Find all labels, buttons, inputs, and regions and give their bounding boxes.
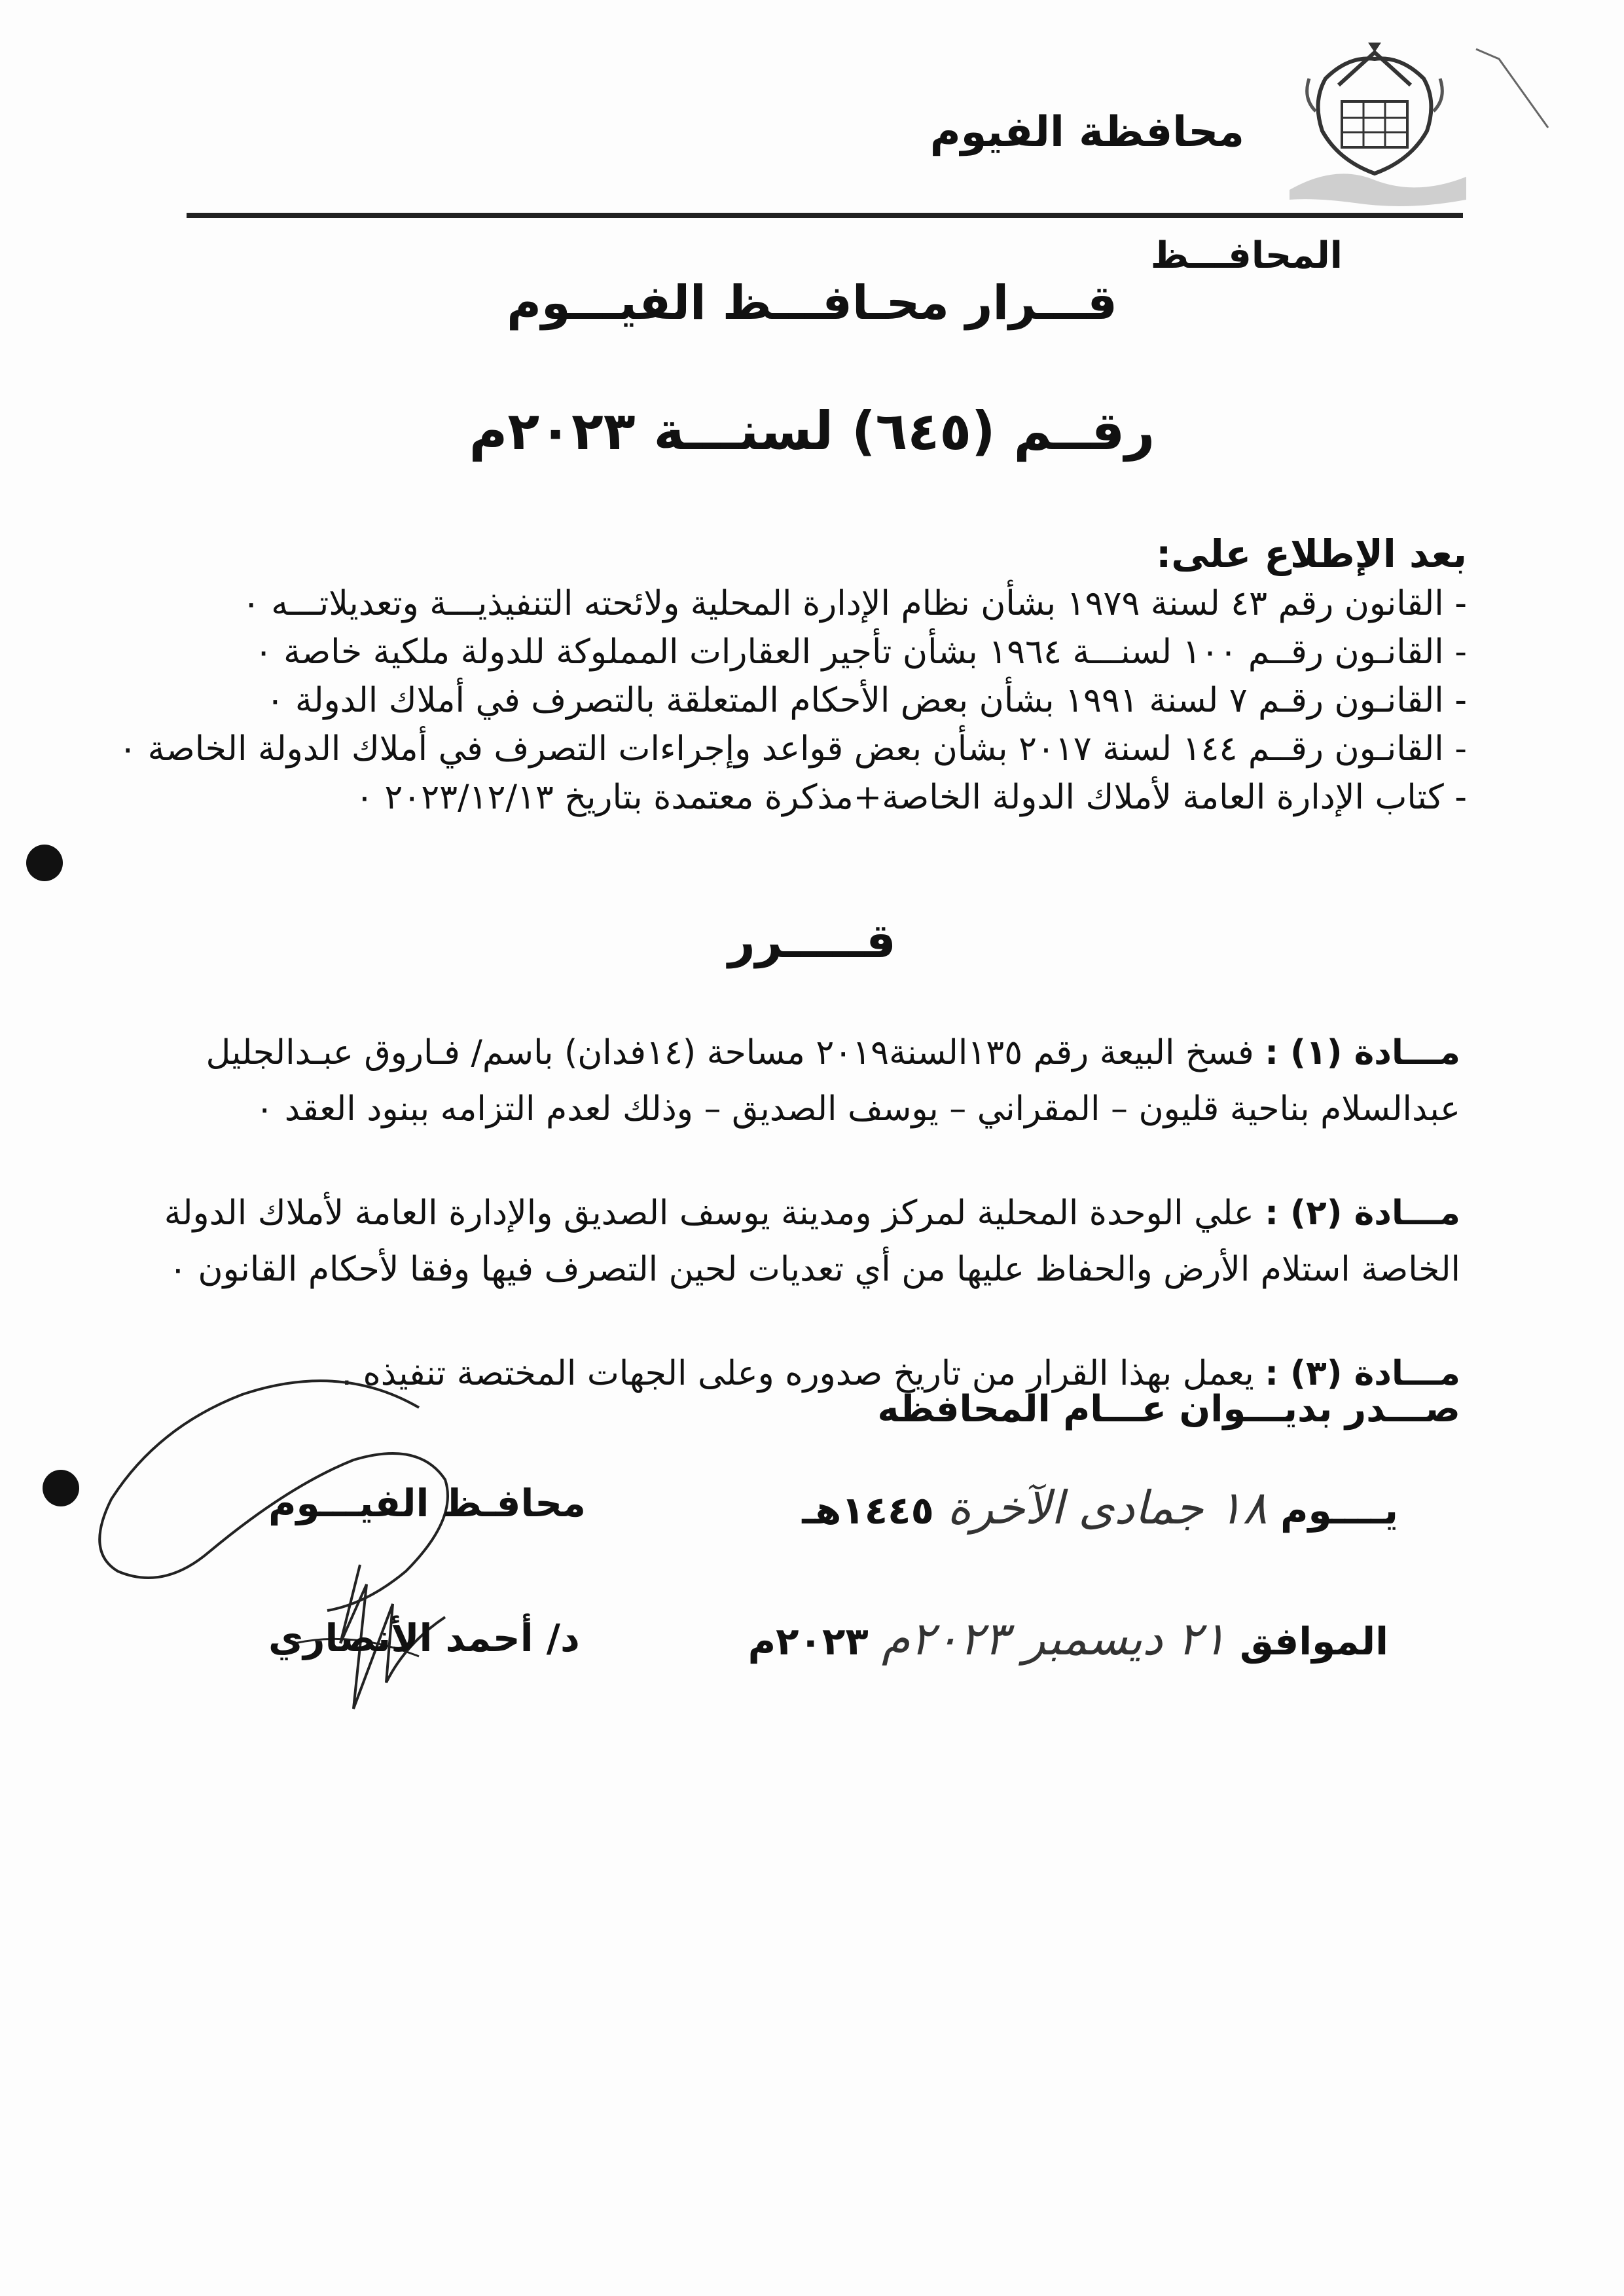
preamble-item: - القانـون رقـم ٧ لسنة ١٩٩١ بشأن بعض الأحكام المتعلقة بالتصرف في أملاك الدولة ٠ [266,681,1467,720]
gregorian-handwritten: ٢١ ديسمبر ٢٠٢٣م [881,1612,1227,1666]
decree-title: قـــرار محـافـــظ الفيـــوم [507,275,1117,330]
hijri-handwritten: ١٨ جمادى الآخرة [947,1481,1267,1535]
header-divider [187,213,1463,218]
preamble-item: - القانـون رقــم ١٤٤ لسنة ٢٠١٧ بشأن بعض قواعد وإجراءات التصرف في أملاك الدولة الخاصة ٠ [118,729,1467,769]
punch-hole [43,1470,79,1506]
article-label: مـــادة (٣) : [1265,1354,1460,1393]
article-2 [138,1185,1460,1298]
preamble-list [118,579,1467,822]
gregorian-prefix: الموافق [1239,1619,1388,1664]
hijri-year: ١٤٤٥هـ [802,1488,934,1533]
scan-mark [1473,46,1551,131]
punch-hole [26,845,63,881]
gregorian-date [748,1612,1388,1666]
decree-number: رقــم (٦٤٥) لسنـــة ٢٠٢٣م [469,401,1155,462]
preamble-item: - كتاب الإدارة العامة لأملاك الدولة الخاصة+مذكرة معتمدة بتاريخ ٢٠٢٣/١٢/١٣ ٠ [355,778,1467,817]
handwritten-signature [79,1368,484,1761]
preamble-heading: بعد الإطلاع على: [1156,532,1467,576]
office-label: المحافـــظ [1150,234,1343,277]
article-text: يعمل بهذا القرار من تاريخ صدوره وعلى الجهات المختصة تنفيذه . [341,1354,1254,1393]
preamble-item: - القانـون رقــم ١٠٠ لسنـــة ١٩٦٤ بشأن تأجير العقارات المملوكة للدولة ملكية خاصة ٠ [254,632,1467,672]
hijri-prefix: يــــوم [1280,1488,1398,1533]
article-label: مـــادة (٢) : [1265,1194,1460,1233]
article-label: مـــادة (١) : [1265,1033,1460,1072]
signatory-title: محافـظ الفيـــوم [268,1481,586,1525]
preamble-item: - القانون رقم ٤٣ لسنة ١٩٧٩ بشأن نظام الإدارة المحلية ولائحته التنفيذيـــة وتعديلاتـــه ٠ [242,584,1467,623]
article-text: علي الوحدة المحلية لمركز ومدينة يوسف الصديق والإدارة العامة لأملاك الدولة الخاصة استلام الأرض والحفاظ عليها من أي تعديات لحين التصرف فيها وفقا لأحكام القانون ٠ [164,1194,1460,1289]
gregorian-year: ٢٠٢٣م [748,1619,869,1664]
issued-at: صـــدر بديـــوان عـــام المحافظه [877,1388,1460,1430]
article-text: فسخ البيعة رقم ١٣٥السنة٢٠١٩ مساحة (١٤فدان) باسم/ فـاروق عبـدالجليل عبدالسلام بناحية قليون – المقراني – يوسف الصديق – وذلك لعدم التزامه ببنود العقد ٠ [206,1033,1460,1129]
governorate-name: محافظة الفيوم [929,108,1244,156]
hijri-date [802,1481,1398,1535]
governorate-emblem [1276,39,1473,210]
signatory-name: د/ أحمد الأنصاري [268,1616,580,1660]
decision-heading: قـــــرر [728,913,896,968]
article-1 [138,1025,1460,1137]
